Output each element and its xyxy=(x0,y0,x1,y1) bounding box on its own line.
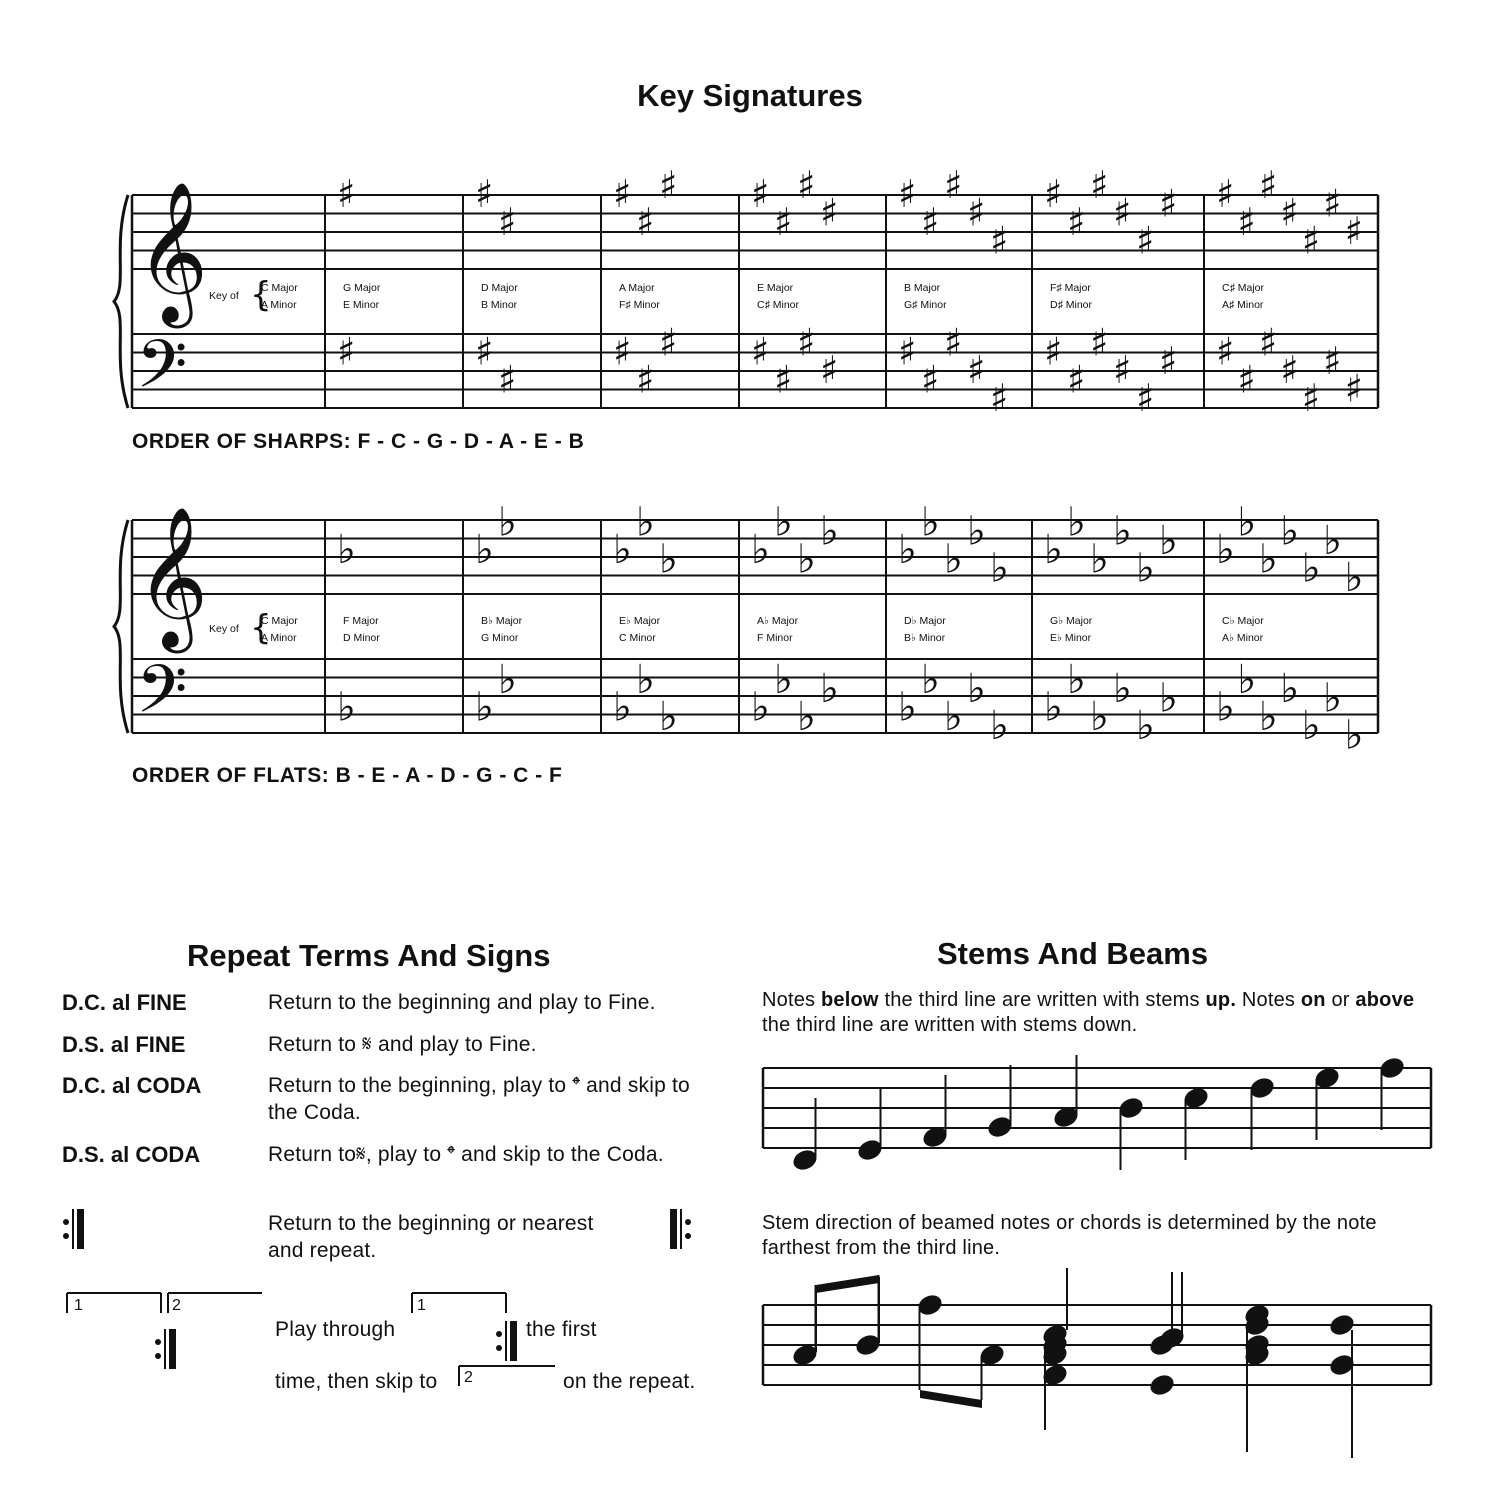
sharp-icon: ♯ xyxy=(636,199,655,244)
flat-icon: ♭ xyxy=(1344,712,1364,759)
flat-icon: ♭ xyxy=(337,684,356,731)
sharp-icon: ♯ xyxy=(337,172,356,216)
flat-icon: ♭ xyxy=(475,684,494,731)
sharp-icon: ♯ xyxy=(921,357,940,402)
ending-2-small-label: 2 xyxy=(464,1369,473,1386)
p1-t4: or xyxy=(1325,989,1356,1011)
sharp-icon: ♯ xyxy=(967,190,986,235)
major-key-label: A Major xyxy=(619,282,655,294)
flat-icon: ♭ xyxy=(774,656,793,703)
sharp-icon: ♯ xyxy=(1113,348,1132,392)
flat-icon: ♭ xyxy=(636,656,655,703)
end-repeat-icon-dot xyxy=(63,1233,69,1239)
minor-key-label: E♭ Minor xyxy=(1050,632,1092,644)
flat-icon: ♭ xyxy=(751,527,770,573)
stems-paragraph-1 xyxy=(762,988,1442,1038)
flat-icon: ♭ xyxy=(1136,703,1155,749)
the-first-text: the first xyxy=(526,1318,597,1341)
desc-ds-al-fine-pre: Return to xyxy=(268,1033,357,1056)
minor-key-label: D Minor xyxy=(343,632,380,644)
flat-icon: ♭ xyxy=(1216,684,1235,731)
on-repeat-text: on the repeat. xyxy=(563,1370,696,1393)
sharp-icon: ♯ xyxy=(1113,190,1132,235)
flat-icon: ♭ xyxy=(898,684,917,731)
sharp-icon: ♯ xyxy=(820,348,839,392)
sharp-icon: ♯ xyxy=(1090,162,1109,207)
sharp-icon: ♯ xyxy=(898,329,917,374)
sharp-icon: ♯ xyxy=(1159,338,1178,383)
flat-icon: ♭ xyxy=(898,527,917,573)
p1-b1: below xyxy=(821,989,879,1011)
sharp-icon: ♯ xyxy=(1067,357,1086,402)
sharp-icon: ♯ xyxy=(337,329,356,374)
flat-icon: ♭ xyxy=(659,536,678,583)
minor-key-label: F♯ Minor xyxy=(619,299,660,311)
flat-icon: ♭ xyxy=(1323,517,1343,564)
major-key-label: G♭ Major xyxy=(1050,615,1093,627)
sharp-icon: ♯ xyxy=(1136,375,1155,420)
key-signatures-title: Key Signatures xyxy=(637,78,863,113)
small-repeat-icon-dot xyxy=(496,1345,502,1351)
sharp-icon: ♯ xyxy=(1044,172,1063,216)
segno-icon: 𝄋 xyxy=(362,1032,372,1057)
p1-b4: above xyxy=(1355,989,1415,1011)
flat-icon: ♭ xyxy=(944,693,963,740)
ending-repeat-icon-thick-bar xyxy=(169,1329,176,1369)
sharp-icon: ♯ xyxy=(898,172,917,216)
flat-icon: ♭ xyxy=(751,684,770,731)
flat-icon: ♭ xyxy=(1159,517,1178,564)
major-key-label: A♭ Major xyxy=(757,615,799,627)
sharp-icon: ♯ xyxy=(774,199,793,244)
minor-key-label: D♯ Minor xyxy=(1050,299,1093,311)
p1-t1: Notes xyxy=(762,989,822,1011)
flat-icon: ♭ xyxy=(921,656,940,703)
sharp-icon: ♯ xyxy=(751,172,770,216)
sharp-icon: ♯ xyxy=(944,320,963,365)
key-label-flats xyxy=(904,613,946,647)
flat-icon: ♭ xyxy=(1280,666,1300,712)
key-label-sharps xyxy=(481,280,518,314)
flat-icon: ♭ xyxy=(1280,508,1300,555)
sharp-icon: ♯ xyxy=(498,199,517,244)
start-repeat-icon-dot xyxy=(685,1219,691,1225)
key-label-flats xyxy=(1222,613,1264,647)
then-skip-text: time, then skip to xyxy=(275,1370,438,1393)
key-label-sharps xyxy=(757,280,799,314)
flat-icon: ♭ xyxy=(475,527,494,573)
end-repeat-icon-thick-bar xyxy=(77,1209,84,1249)
p1-t3: Notes xyxy=(1236,989,1301,1011)
flat-icon: ♭ xyxy=(1067,656,1086,703)
major-key-label: D♭ Major xyxy=(904,615,946,627)
sharp-icon: ♯ xyxy=(944,162,963,207)
flat-icon: ♭ xyxy=(1344,554,1364,601)
treble-clef-icon: 𝄞 xyxy=(136,505,209,647)
sharp-icon: ♯ xyxy=(774,357,793,402)
key-label-flats xyxy=(757,613,798,647)
flat-icon: ♭ xyxy=(774,499,793,546)
desc-dc-al-coda-post: and skip to the Coda. xyxy=(268,1074,690,1124)
ending-2-label: 2 xyxy=(172,1297,181,1314)
flat-icon: ♭ xyxy=(820,666,839,712)
minor-key-label: G Minor xyxy=(481,632,519,644)
sharp-icon: ♯ xyxy=(797,162,816,207)
minor-key-label: C Minor xyxy=(619,632,656,644)
chord-note xyxy=(1147,1372,1176,1398)
sharp-icon: ♯ xyxy=(475,172,494,216)
key-brace-icon: { xyxy=(250,608,272,648)
sharp-icon: ♯ xyxy=(1159,181,1178,226)
major-key-label: C Major xyxy=(261,615,298,627)
flat-icon: ♭ xyxy=(967,666,986,712)
sharp-icon: ♯ xyxy=(1090,320,1109,365)
flat-icon: ♭ xyxy=(1159,675,1178,722)
p1-t2: the third line are written with stems xyxy=(878,989,1206,1011)
flat-icon: ♭ xyxy=(636,499,655,546)
ending-1-label: 1 xyxy=(74,1297,83,1314)
sharp-icon: ♯ xyxy=(1258,320,1278,365)
sharp-icon: ♯ xyxy=(1258,162,1278,207)
flat-icon: ♭ xyxy=(613,684,632,731)
sharp-icon: ♯ xyxy=(1344,209,1363,253)
flat-icon: ♭ xyxy=(613,527,632,573)
sharp-icon: ♯ xyxy=(797,320,816,365)
desc-ds-al-coda-mid: , play to xyxy=(365,1143,442,1166)
flat-icon: ♭ xyxy=(990,703,1009,749)
flat-icon: ♭ xyxy=(1258,536,1278,583)
term-dc-al-coda: D.C. al CODA xyxy=(62,1073,202,1098)
key-label-flats xyxy=(481,613,522,647)
desc-ds-al-coda xyxy=(268,1141,698,1168)
desc-dc-al-coda xyxy=(268,1072,708,1126)
desc-dc-al-fine: Return to the beginning and play to Fine. xyxy=(268,991,656,1014)
minor-key-label: A Minor xyxy=(261,299,297,311)
minor-key-label: G♯ Minor xyxy=(904,299,947,311)
sharp-icon: ♯ xyxy=(1301,375,1321,420)
stems-paragraph-2: Stem direction of beamed notes or chords is determined by the note farthest from the third line. xyxy=(762,1212,1377,1259)
flat-icon: ♭ xyxy=(1113,666,1132,712)
key-brace-icon: { xyxy=(250,275,272,315)
flat-icon: ♭ xyxy=(820,508,839,555)
term-dc-al-fine: D.C. al FINE xyxy=(62,990,187,1015)
key-label-flats xyxy=(1050,613,1092,647)
flat-icon: ♭ xyxy=(990,545,1009,592)
sharp-icon: ♯ xyxy=(751,329,770,374)
treble-clef-icon: 𝄞 xyxy=(136,180,209,322)
sharp-icon: ♯ xyxy=(1216,329,1235,374)
sharp-icon: ♯ xyxy=(1044,329,1063,374)
small-repeat-icon-thick-bar xyxy=(510,1321,517,1361)
sharp-icon: ♯ xyxy=(990,375,1009,420)
desc-ds-al-coda-post: and skip to the Coda. xyxy=(461,1143,664,1166)
key-label-sharps xyxy=(1050,280,1092,314)
p1-b3: on xyxy=(1300,989,1326,1011)
key-label-flats xyxy=(343,613,380,647)
key-of-label: Key of xyxy=(209,290,239,302)
flat-icon: ♭ xyxy=(1323,675,1343,722)
sharp-icon: ♯ xyxy=(921,199,940,244)
ending-repeat-icon-dot xyxy=(155,1339,161,1345)
start-repeat-icon-dot xyxy=(685,1233,691,1239)
bass-clef-icon: 𝄢 xyxy=(136,651,188,744)
desc-repeat-post: and repeat. xyxy=(268,1239,377,1262)
p1-b2: up. xyxy=(1205,989,1237,1011)
flat-icon: ♭ xyxy=(659,693,678,740)
flat-icon: ♭ xyxy=(1044,684,1063,731)
ending-repeat-icon-dot xyxy=(155,1353,161,1359)
term-ds-al-fine: D.S. al FINE xyxy=(62,1032,186,1057)
minor-key-label: C♯ Minor xyxy=(757,299,800,311)
minor-key-label: F Minor xyxy=(757,632,793,644)
flat-icon: ♭ xyxy=(967,508,986,555)
sharp-icon: ♯ xyxy=(1067,199,1086,244)
key-of-label: Key of xyxy=(209,623,239,635)
key-label-sharps xyxy=(904,280,947,314)
minor-key-label: A♭ Minor xyxy=(1222,632,1264,644)
key-label-flats xyxy=(619,613,660,647)
flat-icon: ♭ xyxy=(797,693,816,740)
small-repeat-icon-dot xyxy=(496,1331,502,1337)
sharp-icon: ♯ xyxy=(1323,181,1342,226)
sharp-icon: ♯ xyxy=(1136,218,1155,263)
sharp-icon: ♯ xyxy=(1280,348,1299,392)
major-key-label: F Major xyxy=(343,615,379,627)
sharp-icon: ♯ xyxy=(1344,366,1363,411)
sharp-icon: ♯ xyxy=(1216,172,1235,216)
flat-icon: ♭ xyxy=(1067,499,1086,546)
minor-key-label: B♭ Minor xyxy=(904,632,946,644)
flat-icon: ♭ xyxy=(921,499,940,546)
desc-repeat-sign xyxy=(268,1210,678,1264)
sharp-icon: ♯ xyxy=(990,218,1009,263)
flat-icon: ♭ xyxy=(1044,527,1063,573)
beam-1 xyxy=(816,1275,879,1293)
minor-key-label: E Minor xyxy=(343,299,380,311)
bass-clef-icon: 𝄢 xyxy=(136,326,188,419)
flat-icon: ♭ xyxy=(1237,656,1257,703)
major-key-label: B♭ Major xyxy=(481,615,523,627)
flat-icon: ♭ xyxy=(498,499,517,546)
desc-dc-al-coda-pre: Return to the beginning, play to xyxy=(268,1074,567,1097)
ending-1-small-label: 1 xyxy=(417,1297,426,1314)
major-key-label: D Major xyxy=(481,282,518,294)
system-brace xyxy=(114,520,128,733)
major-key-label: F♯ Major xyxy=(1050,282,1091,294)
sharp-icon: ♯ xyxy=(1237,199,1256,244)
sharp-icon: ♯ xyxy=(967,348,986,392)
flat-icon: ♭ xyxy=(944,536,963,583)
major-key-label: C♭ Major xyxy=(1222,615,1264,627)
flat-icon: ♭ xyxy=(1216,527,1235,573)
term-ds-al-coda: D.S. al CODA xyxy=(62,1142,201,1167)
flat-icon: ♭ xyxy=(1301,545,1321,592)
system-brace xyxy=(114,195,128,408)
coda-icon: 𝄌 xyxy=(572,1073,581,1098)
minor-key-label: B Minor xyxy=(481,299,518,311)
key-label-sharps xyxy=(1222,280,1264,314)
desc-ds-al-coda-pre: Return to xyxy=(268,1143,357,1166)
flat-icon: ♭ xyxy=(1090,536,1109,583)
flat-icon: ♭ xyxy=(1301,703,1321,749)
major-key-label: C Major xyxy=(261,282,298,294)
sharp-icon: ♯ xyxy=(613,329,632,374)
beam-2 xyxy=(920,1390,982,1408)
desc-ds-al-fine-post: and play to Fine. xyxy=(377,1033,537,1056)
sharp-icon: ♯ xyxy=(475,329,494,374)
stems-beams-title: Stems And Beams xyxy=(937,936,1209,971)
flat-icon: ♭ xyxy=(1113,508,1132,555)
desc-ds-al-fine xyxy=(268,1031,718,1058)
sharp-icon: ♯ xyxy=(1301,218,1321,263)
order-of-flats: ORDER OF FLATS: B - E - A - D - G - C - F xyxy=(132,764,563,787)
sharp-icon: ♯ xyxy=(820,190,839,235)
major-key-label: E♭ Major xyxy=(619,615,661,627)
major-key-label: C♯ Major xyxy=(1222,282,1265,294)
coda-icon: 𝄌 xyxy=(447,1142,456,1167)
play-through-text: Play through xyxy=(275,1318,396,1341)
order-of-sharps: ORDER OF SHARPS: F - C - G - D - A - E - B xyxy=(132,430,585,453)
flat-icon: ♭ xyxy=(797,536,816,583)
sharp-icon: ♯ xyxy=(498,357,517,402)
sharp-icon: ♯ xyxy=(1323,338,1342,383)
minor-key-label: A♯ Minor xyxy=(1222,299,1264,311)
sharp-icon: ♯ xyxy=(659,162,678,207)
minor-key-label: A Minor xyxy=(261,632,297,644)
major-key-label: G Major xyxy=(343,282,381,294)
flat-icon: ♭ xyxy=(1090,693,1109,740)
repeat-terms-title: Repeat Terms And Signs xyxy=(187,938,551,973)
sharp-icon: ♯ xyxy=(1280,190,1299,235)
sharp-icon: ♯ xyxy=(613,172,632,216)
flat-icon: ♭ xyxy=(1258,693,1278,740)
segno-icon: 𝄋 xyxy=(356,1142,366,1167)
flat-icon: ♭ xyxy=(337,527,356,573)
p1-t5: the third line are written with stems down. xyxy=(762,1014,1138,1036)
flat-icon: ♭ xyxy=(1237,499,1257,546)
key-label-sharps xyxy=(619,280,660,314)
end-repeat-icon-dot xyxy=(63,1219,69,1225)
major-key-label: B Major xyxy=(904,282,941,294)
sharp-icon: ♯ xyxy=(636,357,655,402)
desc-repeat-pre: Return to the beginning or nearest xyxy=(268,1212,594,1235)
key-label-sharps xyxy=(343,280,380,314)
major-key-label: E Major xyxy=(757,282,794,294)
sharp-icon: ♯ xyxy=(659,320,678,365)
sharp-icon: ♯ xyxy=(1237,357,1256,402)
flat-icon: ♭ xyxy=(498,656,517,703)
flat-icon: ♭ xyxy=(1136,545,1155,592)
